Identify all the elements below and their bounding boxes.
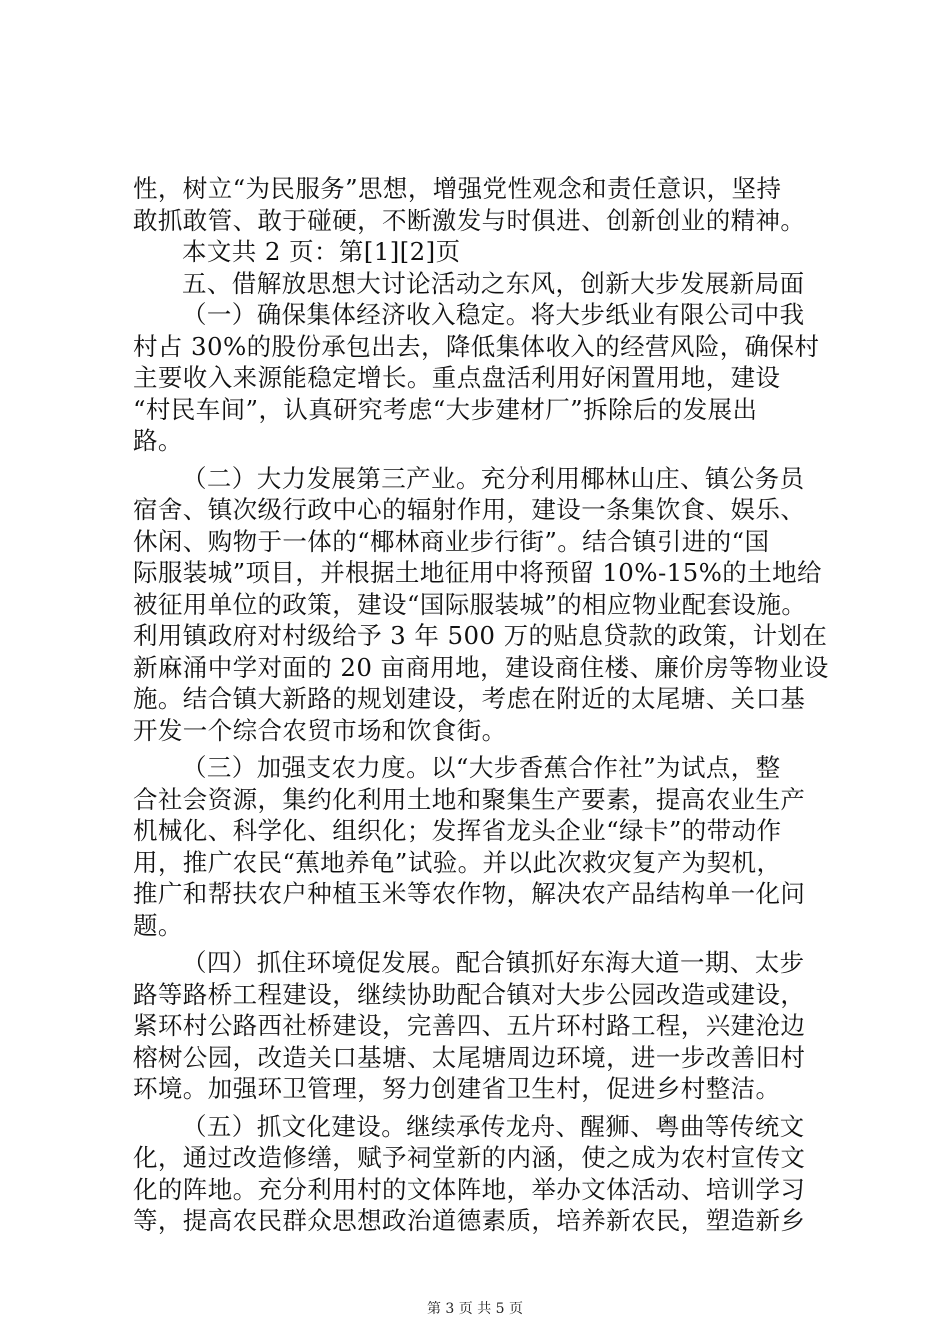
text-line: 村占 30%的股份承包出去，降低集体收入的经营风险，确保村 xyxy=(133,331,820,361)
paragraph-start: （四）抓住环境促发展。配合镇抓好东海大道一期、太步 xyxy=(182,948,805,977)
paragraph-start: （二）大力发展第三产业。充分利用椰林山庄、镇公务员 xyxy=(182,463,805,493)
page-footer: 第 3 页 共 5 页 xyxy=(426,1301,524,1317)
text-line: 被征用单位的政策，建设“国际服装城”的相应物业配套设施。 xyxy=(133,589,807,619)
text-line: 紧环村公路西社桥建设，完善四、五片环村路工程，兴建沧边 xyxy=(133,1011,806,1040)
document-body xyxy=(133,173,833,1237)
text-line: 化的阵地。充分利用村的文体阵地，举办文体活动、培训学习 xyxy=(133,1174,806,1204)
paragraph-start: （一）确保集体经济收入稳定。将大步纸业有限公司中我 xyxy=(182,300,805,329)
text-line: 开发一个综合农贸市场和饮食街。 xyxy=(133,715,507,745)
text-line: 推广和帮扶农户种植玉米等农作物，解决农产品结构单一化问 xyxy=(133,879,806,908)
text-line: 合社会资源，集约化利用土地和聚集生产要素，提高农业生产 xyxy=(133,784,806,814)
text-line: 际服装城”项目，并根据土地征用中将预留 10%-15%的土地给 xyxy=(133,558,822,587)
page-navigation-line: 本文共 2 页：第[1][2]页 xyxy=(182,237,461,266)
text-line: 新麻涌中学对面的 20 亩商用地，建设商住楼、廉价房等物业设 xyxy=(133,652,829,682)
section-heading: 五、借解放思想大讨论活动之东风，创新大步发展新局面 xyxy=(182,268,805,298)
text-line: 机械化、科学化、组织化；发挥省龙头企业“绿卡”的带动作 xyxy=(133,816,782,845)
text-line: 性，树立“为民服务”思想，增强党性观念和责任意识，坚持 xyxy=(133,174,782,203)
text-line: 施。结合镇大新路的规划建设，考虑在附近的太尾塘、关口基 xyxy=(133,684,806,713)
text-line: 题。 xyxy=(133,910,183,940)
text-line: 用，推广农民“蕉地养龟”试验。并以此次救灾复产为契机， xyxy=(133,847,782,877)
text-line: 榕树公园，改造关口基塘、太尾塘周边环境，进一步改善旧村 xyxy=(133,1042,806,1072)
text-line: 路等路桥工程建设，继续协助配合镇对大步公园改造或建设， xyxy=(133,979,806,1009)
paragraph-start: （三）加强支农力度。以“大步香蕉合作社”为试点，整 xyxy=(182,753,781,782)
text-line: 环境。加强环卫管理，努力创建省卫生村，促进乡村整洁。 xyxy=(133,1074,781,1103)
text-line: 主要收入来源能稳定增长。重点盘活利用好闲置用地，建设 xyxy=(133,363,781,392)
paragraph-start: （五）抓文化建设。继续承传龙舟、醒狮、粤曲等传统文 xyxy=(182,1111,805,1141)
text-line: 宿舍、镇次级行政中心的辐射作用，建设一条集饮食、娱乐、 xyxy=(133,495,806,524)
text-line: 等，提高农民群众思想政治道德素质，培养新农民，塑造新乡 xyxy=(133,1206,806,1235)
text-line: 路。 xyxy=(133,426,183,455)
text-line: 化，通过改造修缮，赋予祠堂新的内涵，使之成为农村宣传文 xyxy=(133,1143,806,1172)
text-line: 利用镇政府对村级给予 3 年 500 万的贴息贷款的政策，计划在 xyxy=(133,621,828,650)
text-line: 敢抓敢管、敢于碰硬，不断激发与时俱进、创新创业的精神。 xyxy=(133,205,806,235)
text-line: “村民车间”，认真研究考虑“大步建材厂”拆除后的发展出 xyxy=(133,394,758,424)
text-line: 休闲、购物于一体的“椰林商业步行街”。结合镇引进的“国 xyxy=(133,526,770,556)
